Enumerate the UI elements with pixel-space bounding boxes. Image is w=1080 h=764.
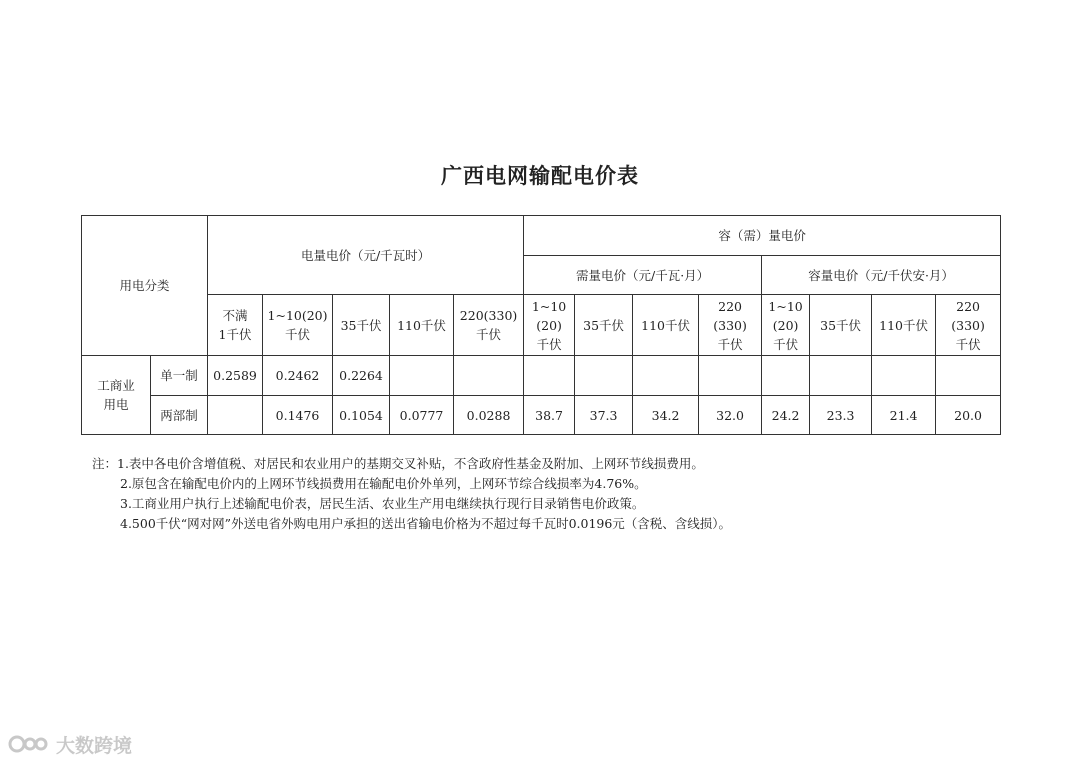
table-cell: 38.7 [524, 396, 575, 435]
watermark [8, 730, 132, 758]
capacity-demand-header: 容（需）量电价 [524, 216, 1001, 256]
demand-col-header: 110千伏 [633, 295, 699, 356]
table-cell [810, 356, 872, 396]
table-cell [762, 356, 810, 396]
watermark-logo-icon [8, 732, 50, 756]
note-line: 注：1.表中各电价含增值税、对居民和农业用户的基期交叉补贴，不含政府性基金及附加、上网环节线损费用。 [92, 456, 704, 471]
table-cell [633, 356, 699, 396]
table-cell: 0.2462 [263, 356, 333, 396]
table-row [82, 356, 1001, 396]
capacity-price-header: 容量电价（元/千伏安·月） [762, 256, 1001, 295]
table-cell [390, 356, 454, 396]
demand-col-header: 220 (330) 千伏 [699, 295, 762, 356]
table-cell: 24.2 [762, 396, 810, 435]
table-cell [575, 356, 633, 396]
note-line: 3.工商业用户执行上述输配电价表，居民生活、农业生产用电继续执行现行目录销售电价政策。 [120, 496, 645, 511]
category-header: 用电分类 [82, 216, 208, 356]
table-cell [936, 356, 1001, 396]
capacity-col-header: 35千伏 [810, 295, 872, 356]
table-cell: 34.2 [633, 396, 699, 435]
table-cell: 32.0 [699, 396, 762, 435]
demand-col-header: 1~10 (20) 千伏 [524, 295, 575, 356]
demand-price-header: 需量电价（元/千瓦·月） [524, 256, 762, 295]
table-row [82, 396, 1001, 435]
capacity-col-header: 1~10 (20) 千伏 [762, 295, 810, 356]
notes-section [92, 454, 992, 534]
table-cell [872, 356, 936, 396]
tariff-table [81, 215, 1001, 435]
table-cell: 0.0777 [390, 396, 454, 435]
capacity-col-header: 220 (330) 千伏 [936, 295, 1001, 356]
table-cell: 21.4 [872, 396, 936, 435]
energy-price-header: 电量电价（元/千瓦时） [208, 216, 524, 295]
table-cell [524, 356, 575, 396]
document-title: 广西电网输配电价表 [441, 164, 639, 188]
table-cell [454, 356, 524, 396]
energy-col-header: 220(330) 千伏 [454, 295, 524, 356]
energy-col-header: 不满 1千伏 [208, 295, 263, 356]
table-cell: 0.1476 [263, 396, 333, 435]
table-cell: 23.3 [810, 396, 872, 435]
energy-col-header: 110千伏 [390, 295, 454, 356]
energy-col-header: 35千伏 [333, 295, 390, 356]
table-cell: 37.3 [575, 396, 633, 435]
table-cell: 0.0288 [454, 396, 524, 435]
table-cell [208, 396, 263, 435]
demand-col-header: 35千伏 [575, 295, 633, 356]
note-line: 4.500千伏“网对网”外送电省外购电用户承担的送出省输电价格为不超过每千瓦时0.0196元（含税、含线损）。 [120, 516, 732, 531]
row-group-label: 工商业 用电 [82, 356, 151, 435]
table-cell: 20.0 [936, 396, 1001, 435]
row-type-label: 两部制 [151, 396, 208, 435]
note-line: 2.原包含在输配电价内的上网环节线损费用在输配电价外单列，上网环节综合线损率为4.76%。 [120, 476, 647, 491]
table-cell: 0.2589 [208, 356, 263, 396]
table-cell [699, 356, 762, 396]
row-type-label: 单一制 [151, 356, 208, 396]
energy-col-header: 1~10(20) 千伏 [263, 295, 333, 356]
watermark-text: 大数跨境 [56, 734, 133, 757]
table-cell: 0.2264 [333, 356, 390, 396]
capacity-col-header: 110千伏 [872, 295, 936, 356]
table-cell: 0.1054 [333, 396, 390, 435]
